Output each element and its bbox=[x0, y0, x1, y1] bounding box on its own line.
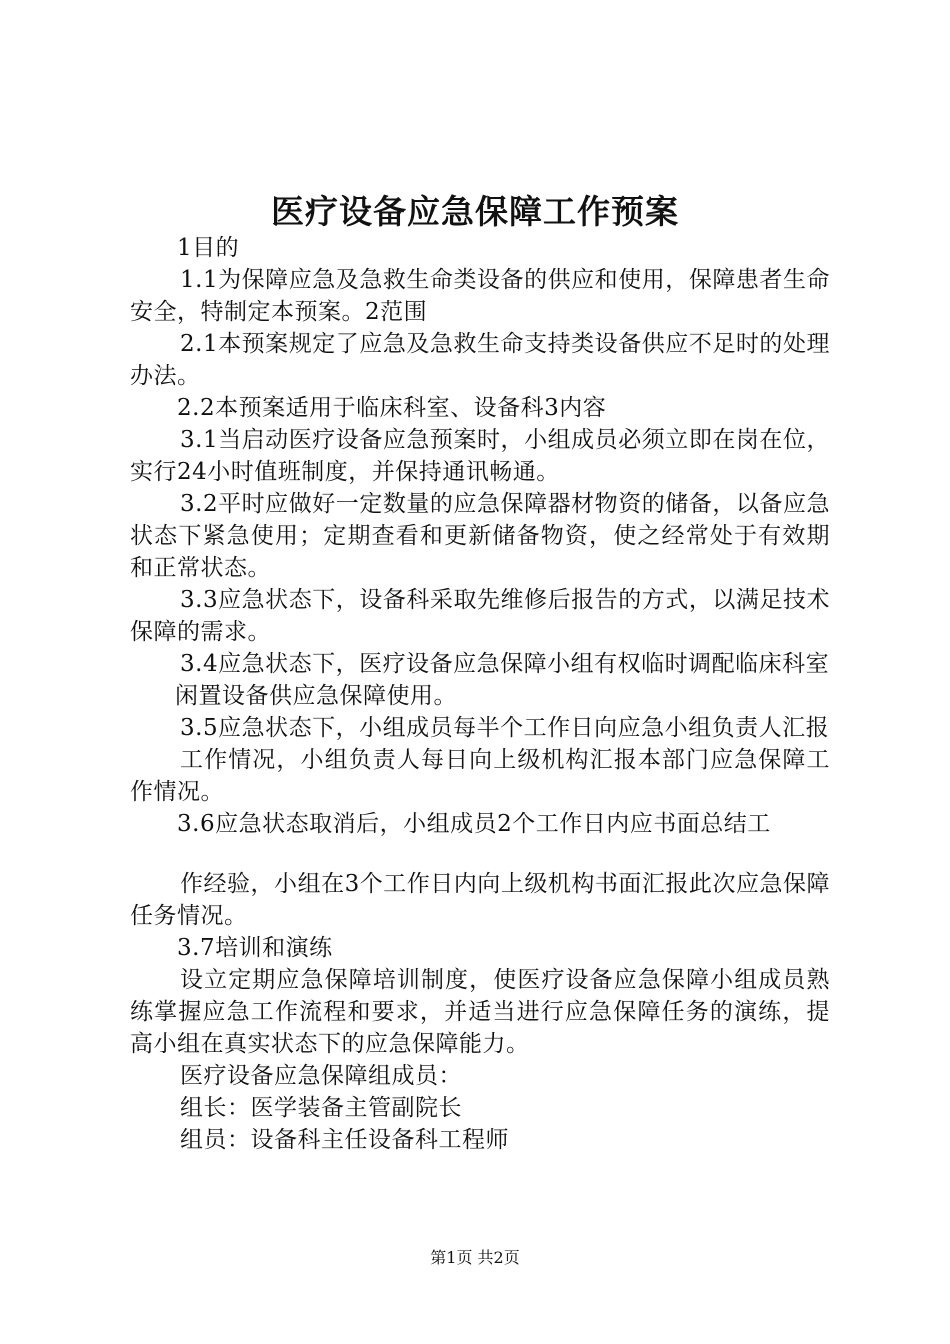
paragraph-members: 组员：设备科主任设备科工程师 bbox=[180, 1127, 509, 1153]
paragraph-3-4: 3.4应急状态下，医疗设备应急保障小组有权临时调配临床科室 bbox=[180, 651, 830, 677]
paragraph-1: 1目的 bbox=[177, 235, 240, 261]
paragraph-members-heading: 医疗设备应急保障组成员： bbox=[180, 1063, 462, 1089]
paragraph-1-1: 1.1为保障应急及急救生命类设备的供应和使用，保障患者生命安全，特制定本预案。2范围 bbox=[130, 267, 830, 325]
paragraph-2-2: 2.2本预案适用于临床科室、设备科3内容 bbox=[177, 395, 607, 421]
paragraph-3-3: 3.3应急状态下，设备科采取先维修后报告的方式，以满足技术保障的需求。 bbox=[130, 587, 830, 645]
paragraph-3-4-continued: 闲置设备供应急保障使用。 bbox=[175, 683, 457, 709]
paragraph-3-5: 3.5应急状态下，小组成员每半个工作日向应急小组负责人汇报 bbox=[180, 715, 830, 741]
paragraph-3-1: 3.1当启动医疗设备应急预案时，小组成员必须立即在岗在位，实行24小时值班制度，并保持通讯畅通。 bbox=[130, 427, 830, 485]
page-footer: 第1页 共2页 bbox=[430, 1248, 520, 1267]
document-body bbox=[130, 232, 830, 1156]
paragraph-3-7: 3.7培训和演练 bbox=[177, 935, 333, 961]
paragraph-leader: 组长：医学装备主管副院长 bbox=[180, 1095, 462, 1121]
paragraph-2-1: 2.1本预案规定了应急及急救生命支持类设备供应不足时的处理办法。 bbox=[130, 331, 830, 389]
blank-line bbox=[130, 840, 830, 868]
paragraph-3-5-continued: 工作情况，小组负责人每日向上级机构汇报本部门应急保障工作情况。 bbox=[130, 747, 830, 805]
document-title: 医疗设备应急保障工作预案 bbox=[271, 192, 679, 231]
paragraph-3-6-continued: 作经验，小组在3个工作日内向上级机构书面汇报此次应急保障任务情况。 bbox=[130, 871, 830, 929]
paragraph-3-6: 3.6应急状态取消后，小组成员2个工作日内应书面总结工 bbox=[177, 811, 771, 837]
paragraph-3-2: 3.2平时应做好一定数量的应急保障器材物资的储备，以备应急状态下紧急使用；定期查看和更新储备物资，使之经常处于有效期和正常状态。 bbox=[130, 491, 830, 581]
paragraph-training: 设立定期应急保障培训制度，使医疗设备应急保障小组成员熟练掌握应急工作流程和要求，并适当进行应急保障任务的演练，提高小组在真实状态下的应急保障能力。 bbox=[130, 967, 830, 1057]
